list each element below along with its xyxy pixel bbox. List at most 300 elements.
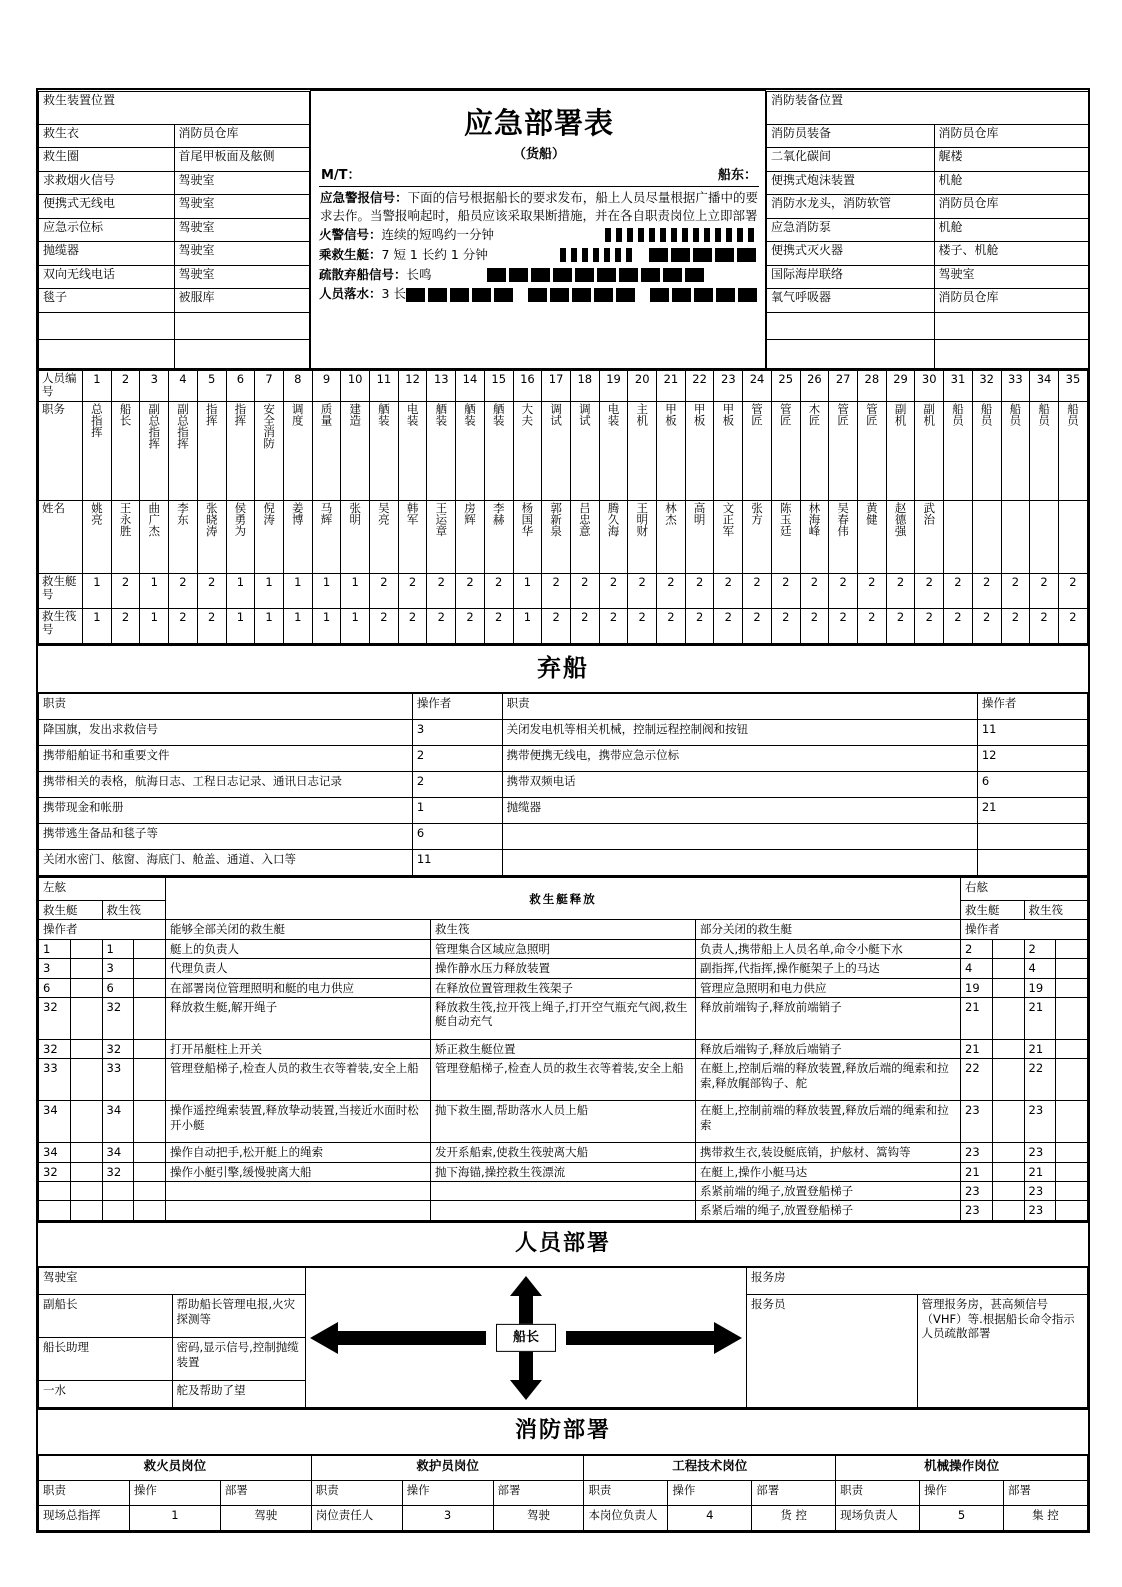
fg-item: 二氧化碳间: [767, 148, 935, 172]
signal-row-lifeboat: [319, 246, 759, 265]
crew-name: 杨国华: [513, 501, 542, 574]
crew-duty: 安全消防: [255, 402, 284, 501]
partial-boat-duty: 携带救生衣,装设艇底销，护舷材、篙钩等: [696, 1143, 961, 1162]
ls-item: 救生圈: [39, 148, 175, 172]
raft-no: 2: [456, 609, 485, 644]
port-boat-op: [39, 1182, 71, 1201]
port-side-label: 左舷: [39, 878, 166, 901]
raft-no: 2: [657, 609, 686, 644]
arrow-down-head-icon: [510, 1380, 542, 1400]
full-boat-duty: 艇上的负责人: [166, 939, 431, 958]
lifeboat-row: [39, 1039, 1088, 1058]
crew-name: 倪涛: [255, 501, 284, 574]
raft-no: 1: [83, 609, 112, 644]
lifeboat-row: [39, 1101, 1088, 1143]
operator-no: 12: [977, 746, 1087, 772]
raft-no: 1: [283, 609, 312, 644]
partial-boat-duty: 在艇上,操作小艇马达: [696, 1162, 961, 1181]
firegear-table: [766, 91, 1089, 369]
firefight-subheader-row: [39, 1480, 1088, 1505]
crew-duty: 管匠: [829, 402, 858, 501]
radio-role: 报务员: [747, 1295, 918, 1408]
boat-no: 2: [800, 574, 829, 609]
crew-duty: 副总指挥: [140, 402, 169, 501]
partial-boat-duty: 系紧后端的绳子,放置登船梯子: [696, 1201, 961, 1220]
crew-name: 张晓涛: [197, 501, 226, 574]
raft-no: 2: [886, 609, 915, 644]
raft-duty: 抛下海锚,操控救生筏漂流: [431, 1162, 696, 1181]
ff-duty: 本岗位负责人: [584, 1505, 668, 1530]
port-raft-op: 1: [102, 939, 134, 958]
raft-no: 1: [341, 609, 370, 644]
operator-no: 2: [412, 772, 502, 798]
ff-op: 3: [402, 1505, 493, 1530]
crew-no: 17: [542, 371, 571, 402]
abandon-row: [39, 772, 1088, 798]
duty-text: 携带逃生备品和毯子等: [39, 824, 413, 850]
boat-no: 2: [570, 574, 599, 609]
crew-duty: 甲板: [685, 402, 714, 501]
lifesaving-equipment-block: [38, 91, 311, 369]
crew-name: 韩军: [398, 501, 427, 574]
signal-desc: 7 短 1 长约 1 分钟: [381, 246, 488, 262]
bridge-role: 副船长: [39, 1295, 173, 1338]
lifeboat-row: [39, 1143, 1088, 1162]
crew-no: 32: [972, 371, 1001, 402]
full-boat-duty: [166, 1201, 431, 1220]
document-outer-frame: [36, 88, 1090, 1533]
raft-no: 1: [255, 609, 284, 644]
lifeboat-release-table: [38, 877, 1088, 1221]
fg-item: [767, 312, 935, 339]
sub-op: 操作: [668, 1480, 752, 1505]
ff-post: 驾驶: [493, 1505, 584, 1530]
crew-duty: 总指挥: [83, 402, 112, 501]
boat-no: 2: [1058, 574, 1087, 609]
crew-name: 高明: [685, 501, 714, 574]
fg-item: 氧气呼吸器: [767, 289, 935, 313]
stbd-raft-op: 23: [1024, 1201, 1056, 1220]
full-boat-duty: 代理负责人: [166, 959, 431, 978]
fg-loc: 机舱: [934, 218, 1089, 242]
stbd-operator-label: 操作者: [961, 920, 1088, 939]
raft-no: 2: [427, 609, 456, 644]
port-boat-op: 33: [39, 1059, 71, 1101]
crew-row-boat: [39, 574, 1088, 609]
partial-boat-duty: 负责人,携带船上人员名单,命令小艇下水: [696, 939, 961, 958]
boat-no: 2: [427, 574, 456, 609]
sub-op: 操作: [920, 1480, 1004, 1505]
raft-duty: 释放救生筏,拉开筏上绳子,打开空气瓶充气阀,救生艇自动充气: [431, 997, 696, 1039]
crew-duty: 舾装: [427, 402, 456, 501]
signal-row-abandon: [319, 266, 759, 285]
raft-duty: 在释放位置管理救生筏架子: [431, 978, 696, 997]
arrow-up-head-icon: [510, 1276, 542, 1296]
stbd-raft-op: 23: [1024, 1101, 1056, 1143]
signal-label: 乘救生艇：: [319, 246, 382, 262]
crew-no: 8: [283, 371, 312, 402]
crew-row-label: 人员编号: [39, 371, 83, 402]
crew-name: 吴春伟: [829, 501, 858, 574]
crew-name: [944, 501, 973, 574]
ff-op: 5: [920, 1505, 1004, 1530]
duty-text: 携带双频电话: [502, 772, 977, 798]
radio-room-header: 报务房: [747, 1268, 1088, 1295]
ls-loc: 消防员仓库: [174, 124, 310, 148]
operator-no: 6: [977, 772, 1087, 798]
firefighting-table: [38, 1455, 1088, 1531]
operator-no: 3: [412, 720, 502, 746]
ls-item: 救生衣: [39, 124, 175, 148]
partial-boat-duty: 管理应急照明和电力供应: [696, 978, 961, 997]
title-and-alarm-block: [311, 91, 766, 369]
raft-no: 1: [513, 609, 542, 644]
boat-no: 2: [944, 574, 973, 609]
sub-post: 部署: [1003, 1480, 1087, 1505]
boat-no: 2: [628, 574, 657, 609]
sub-duty: 职责: [584, 1480, 668, 1505]
sub-post: 部署: [220, 1480, 311, 1505]
raft-duty: [431, 1201, 696, 1220]
crew-name: 曲广杰: [140, 501, 169, 574]
boat-no: 1: [140, 574, 169, 609]
col-partially-enclosed: 部分关闭的救生艇: [696, 920, 961, 939]
ls-loc: 被服库: [174, 289, 310, 313]
lifeboat-release-banner: 救生艇释放: [166, 878, 961, 920]
signal-label: 人员落水：: [319, 286, 382, 302]
port-raft-op: 34: [102, 1101, 134, 1143]
personnel-deployment-banner: 人员部署: [514, 1230, 611, 1256]
alarm-section: [319, 186, 759, 304]
crew-name: 林海峰: [800, 501, 829, 574]
ls-loc: [174, 312, 310, 339]
stbd-boat-op: 19: [961, 978, 993, 997]
raft-no: 2: [743, 609, 772, 644]
fg-loc: [934, 339, 1089, 368]
duty-text: 关闭发电机等相关机械，控制远程控制阀和按钮: [502, 720, 977, 746]
crew-name: 姜博: [283, 501, 312, 574]
col-fully-enclosed: 能够全部关闭的救生艇: [166, 920, 431, 939]
raft-no: 2: [1058, 609, 1087, 644]
raft-no: 2: [972, 609, 1001, 644]
raft-no: 2: [800, 609, 829, 644]
crew-name: 王永胜: [111, 501, 140, 574]
boat-no: 2: [197, 574, 226, 609]
boat-no: 1: [83, 574, 112, 609]
boat-no: 2: [1001, 574, 1030, 609]
signal-pattern-long5x3: [406, 288, 760, 302]
port-raft-op: 3: [102, 959, 134, 978]
raft-no: 1: [226, 609, 255, 644]
port-boat-op: 6: [39, 978, 71, 997]
raft-duty: 发开系船索,使救生筏驶离大船: [431, 1143, 696, 1162]
duty-text: 关闭水密门、舷窗、海底门、舱盖、通道、入口等: [39, 850, 413, 876]
operator-no: 11: [977, 720, 1087, 746]
boat-no: 2: [829, 574, 858, 609]
boat-no: 1: [255, 574, 284, 609]
captain-label: 船长: [496, 1324, 556, 1352]
lifeboat-row: [39, 1059, 1088, 1101]
crew-duty: 建造: [341, 402, 370, 501]
stbd-boat-op: 23: [961, 1182, 993, 1201]
crew-name: 张方: [743, 501, 772, 574]
ls-item: 双向无线电话: [39, 265, 175, 289]
firegear-header: 消防装备位置: [767, 91, 1090, 124]
stbd-raft-op: 21: [1024, 1162, 1056, 1181]
sub-duty: 职责: [836, 1480, 920, 1505]
ff-duty: 岗位责任人: [311, 1505, 402, 1530]
raft-no: 2: [169, 609, 198, 644]
crew-row-numbers: [39, 371, 1088, 402]
crew-name: 张明: [341, 501, 370, 574]
signal-label: 火警信号：: [319, 227, 382, 242]
boat-no: 1: [312, 574, 341, 609]
port-boat-op: [39, 1201, 71, 1220]
raft-no: 2: [542, 609, 571, 644]
crew-row-label: 救生艇号: [39, 574, 83, 609]
lifesaving-equipment-table: [38, 91, 310, 369]
crew-no: 34: [1030, 371, 1059, 402]
signal-desc: 连续的短鸣约一分钟: [381, 227, 495, 242]
crew-duty: 木匠: [800, 402, 829, 501]
crew-name: [1001, 501, 1030, 574]
crew-no: 10: [341, 371, 370, 402]
stbd-raft-op: 23: [1024, 1143, 1056, 1162]
arrow-cross-diagram: [306, 1274, 746, 1402]
stbd-boat-op: 23: [961, 1201, 993, 1220]
signal-row-manoverboard: [319, 285, 759, 304]
port-raft-op: [102, 1201, 134, 1220]
crew-no: 11: [370, 371, 399, 402]
crew-name: 王明财: [628, 501, 657, 574]
ls-loc: 驾驶室: [174, 171, 310, 195]
crew-name: 王运章: [427, 501, 456, 574]
full-boat-duty: 管理登船梯子,检查人员的救生衣等着装,安全上船: [166, 1059, 431, 1101]
crew-duty: 管匠: [857, 402, 886, 501]
stbd-raft-op: 21: [1024, 997, 1056, 1039]
partial-boat-duty: 系紧前端的绳子,放置登船梯子: [696, 1182, 961, 1201]
lifeboat-side-header-row: [39, 878, 1088, 901]
crew-name: 林杰: [657, 501, 686, 574]
page-title: 应急部署表: [463, 106, 614, 140]
stbd-boat-op: 23: [961, 1101, 993, 1143]
ls-item: 毯子: [39, 289, 175, 313]
group-firefighter: 救火员岗位: [39, 1455, 312, 1480]
ff-duty: 现场总指挥: [39, 1505, 130, 1530]
port-boat-op: 32: [39, 1162, 71, 1181]
boat-no: 2: [1030, 574, 1059, 609]
crew-row-label: 职务: [39, 402, 83, 501]
lifeboat-column-header-row: [39, 920, 1088, 939]
boat-no: 2: [857, 574, 886, 609]
sub-post: 部署: [752, 1480, 836, 1505]
crew-row-label: 救生筏号: [39, 609, 83, 644]
lifeboat-row: [39, 1201, 1088, 1220]
signal-pattern-short7long5: [560, 248, 759, 262]
abandon-ship-banner: 弃船: [537, 654, 589, 682]
raft-no: 2: [484, 609, 513, 644]
operator-no: 2: [412, 746, 502, 772]
operator-no: 6: [412, 824, 502, 850]
group-engineering: 工程技术岗位: [584, 1455, 836, 1480]
stbd-raft-op: 22: [1024, 1059, 1056, 1101]
boat-no: 2: [972, 574, 1001, 609]
duty-text: [502, 850, 977, 876]
arrow-right-head-icon: [714, 1322, 742, 1354]
boat-no: 2: [456, 574, 485, 609]
crew-name: 李东: [169, 501, 198, 574]
lifeboat-row: [39, 939, 1088, 958]
stbd-boat-op: 23: [961, 1143, 993, 1162]
stbd-raft-label: 救生筏: [1024, 901, 1088, 920]
boat-no: 2: [484, 574, 513, 609]
crew-no: 30: [915, 371, 944, 402]
owner-label: 船东：: [717, 167, 757, 183]
firefight-group-header-row: [39, 1455, 1088, 1480]
crew-duty: 舾装: [456, 402, 485, 501]
partial-boat-duty: 副指挥,代指挥,操作艇架子上的马达: [696, 959, 961, 978]
port-raft-op: [102, 1182, 134, 1201]
ls-item: [39, 339, 175, 368]
crew-duty: 船长: [111, 402, 140, 501]
stbd-raft-op: 23: [1024, 1182, 1056, 1201]
ls-loc: [174, 339, 310, 368]
abandon-ship-table: [38, 693, 1088, 876]
port-boat-op: 32: [39, 1039, 71, 1058]
boat-no: 2: [743, 574, 772, 609]
sub-op: 操作: [129, 1480, 220, 1505]
sub-op: 操作: [402, 1480, 493, 1505]
ff-post: 驾驶: [220, 1505, 311, 1530]
fg-item: 便携式炮沫装置: [767, 171, 935, 195]
crew-row-names: [39, 501, 1088, 574]
signal-row-fire: [319, 226, 759, 245]
boat-no: 2: [915, 574, 944, 609]
crew-name: 房辉: [456, 501, 485, 574]
partial-boat-duty: 在艇上,控制前端的释放装置,释放后端的绳索和拉索: [696, 1101, 961, 1143]
crew-no: 35: [1058, 371, 1087, 402]
boat-no: 2: [886, 574, 915, 609]
crew-no: 26: [800, 371, 829, 402]
crew-name: 陈玉廷: [771, 501, 800, 574]
full-boat-duty: 在部署岗位管理照明和艇的电力供应: [166, 978, 431, 997]
signal-pattern-long10: [487, 268, 707, 282]
crew-no: 1: [83, 371, 112, 402]
boat-no: 2: [111, 574, 140, 609]
duty-text: 降国旗，发出求救信号: [39, 720, 413, 746]
crew-duty: 指挥: [197, 402, 226, 501]
crew-duty: 舾装: [484, 402, 513, 501]
abandon-row: [39, 850, 1088, 876]
sub-duty: 职责: [311, 1480, 402, 1505]
full-boat-duty: 释放救生艇,解开绳子: [166, 997, 431, 1039]
crew-no: 23: [714, 371, 743, 402]
crew-duty: 调试: [542, 402, 571, 501]
boat-no: 2: [169, 574, 198, 609]
crew-no: 19: [599, 371, 628, 402]
partial-boat-duty: 在艇上,控制后端的释放装置,释放后端的绳索和拉索,释放艉部钩子、舵: [696, 1059, 961, 1101]
crew-no: 28: [857, 371, 886, 402]
boat-no: 1: [513, 574, 542, 609]
port-boat-op: 3: [39, 959, 71, 978]
crew-duty: 船员: [1030, 402, 1059, 501]
crew-duty: 舾装: [370, 402, 399, 501]
crew-name: [972, 501, 1001, 574]
col-liferaft: 救生筏: [431, 920, 696, 939]
raft-no: 2: [570, 609, 599, 644]
group-machinery: 机械操作岗位: [836, 1455, 1088, 1480]
boat-no: 2: [657, 574, 686, 609]
bridge-task: 舵及帮助了望: [172, 1381, 306, 1408]
partial-boat-duty: 释放前端钩子,释放前端销子: [696, 997, 961, 1039]
stbd-boat-op: 21: [961, 1162, 993, 1181]
crew-no: 15: [484, 371, 513, 402]
ls-item: 求救烟火信号: [39, 171, 175, 195]
fg-loc: 消防员仓库: [934, 195, 1089, 219]
group-medic: 救护员岗位: [311, 1455, 584, 1480]
stbd-boat-op: 4: [961, 959, 993, 978]
crew-no: 33: [1001, 371, 1030, 402]
boat-no: 1: [226, 574, 255, 609]
abandon-row: [39, 824, 1088, 850]
full-boat-duty: 操作小艇引擎,缓慢驶离大船: [166, 1162, 431, 1181]
stbd-boat-label: 救生艇: [961, 901, 1025, 920]
ls-loc: 驾驶室: [174, 195, 310, 219]
port-raft-op: 34: [102, 1143, 134, 1162]
sub-duty: 职责: [39, 1480, 130, 1505]
col-duty-left: 职责: [39, 694, 413, 720]
bridge-role: 一水: [39, 1381, 173, 1408]
personnel-deployment-table: [38, 1267, 1088, 1408]
boat-no: 1: [341, 574, 370, 609]
raft-no: 2: [398, 609, 427, 644]
crew-no: 27: [829, 371, 858, 402]
crew-duty: 甲板: [657, 402, 686, 501]
crew-no: 21: [657, 371, 686, 402]
lifeboat-row: [39, 997, 1088, 1039]
raft-no: 2: [714, 609, 743, 644]
crew-duty: 副机: [915, 402, 944, 501]
ff-duty: 现场负责人: [836, 1505, 920, 1530]
crew-duty: 副总指挥: [169, 402, 198, 501]
crew-name: [1058, 501, 1087, 574]
crew-duty: 主机: [628, 402, 657, 501]
port-operator-label: 操作者: [39, 920, 166, 939]
starboard-side-label: 右舷: [961, 878, 1088, 901]
ff-post: 集 控: [1003, 1505, 1087, 1530]
crew-duty: 质量: [312, 402, 341, 501]
crew-name: 文正军: [714, 501, 743, 574]
boat-no: 2: [771, 574, 800, 609]
crew-duty: 船员: [1001, 402, 1030, 501]
operator-no: 11: [412, 850, 502, 876]
crew-no: 16: [513, 371, 542, 402]
fg-loc: 艉楼: [934, 148, 1089, 172]
fg-loc: 消防员仓库: [934, 124, 1089, 148]
duty-text: 携带相关的表格，航海日志、工程日志记录、通讯日志记录: [39, 772, 413, 798]
crew-name: 武治: [915, 501, 944, 574]
crew-no: 22: [685, 371, 714, 402]
ls-loc: 驾驶室: [174, 242, 310, 266]
crew-no: 29: [886, 371, 915, 402]
bridge-header: 驾驶室: [39, 1268, 306, 1295]
ff-post: 货 控: [752, 1505, 836, 1530]
port-boat-label: 救生艇: [39, 901, 103, 920]
lifeboat-row: [39, 959, 1088, 978]
port-boat-op: 1: [39, 939, 71, 958]
stbd-boat-op: 22: [961, 1059, 993, 1101]
boat-no: 2: [685, 574, 714, 609]
